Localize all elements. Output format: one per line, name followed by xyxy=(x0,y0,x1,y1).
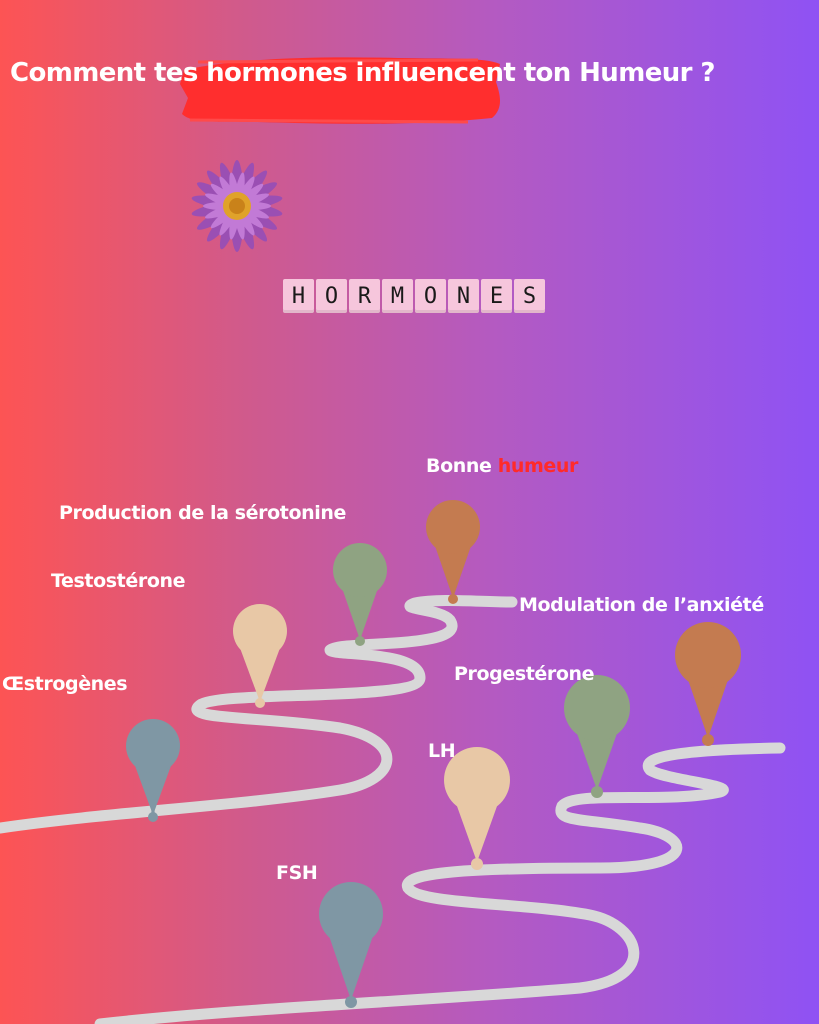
letter-tile: M xyxy=(382,279,413,313)
label-fsh: FSH xyxy=(276,862,318,884)
pin-anxiete xyxy=(675,622,741,746)
pin-fsh xyxy=(319,882,383,1008)
letter-tile: O xyxy=(415,279,446,313)
label-bonne-humeur xyxy=(426,455,578,477)
pin-lh xyxy=(444,747,510,870)
page-title: Comment tes hormones influencent ton Humeur ? xyxy=(10,58,715,88)
letter-tile: H xyxy=(283,279,314,313)
letter-tile: O xyxy=(316,279,347,313)
label-oestrogenes: Œstrogènes xyxy=(2,673,128,695)
label-testosterone: Testostérone xyxy=(51,570,186,592)
label-anxiete: Modulation de l’anxiété xyxy=(519,594,764,616)
road-lower xyxy=(100,748,780,1024)
letter-tile: S xyxy=(514,279,545,313)
label-serotonine: Production de la sérotonine xyxy=(59,502,346,524)
label-bonne: Bonne xyxy=(426,455,492,477)
pin-serotonine xyxy=(333,543,387,646)
pin-progesterone xyxy=(564,675,630,798)
letter-tile: R xyxy=(349,279,380,313)
letter-tile: E xyxy=(481,279,512,313)
label-humeur: humeur xyxy=(497,455,578,477)
letter-tile: N xyxy=(448,279,479,313)
label-progesterone: Progestérone xyxy=(454,663,595,685)
pin-bonne-humeur xyxy=(426,500,480,604)
label-lh: LH xyxy=(428,740,456,762)
